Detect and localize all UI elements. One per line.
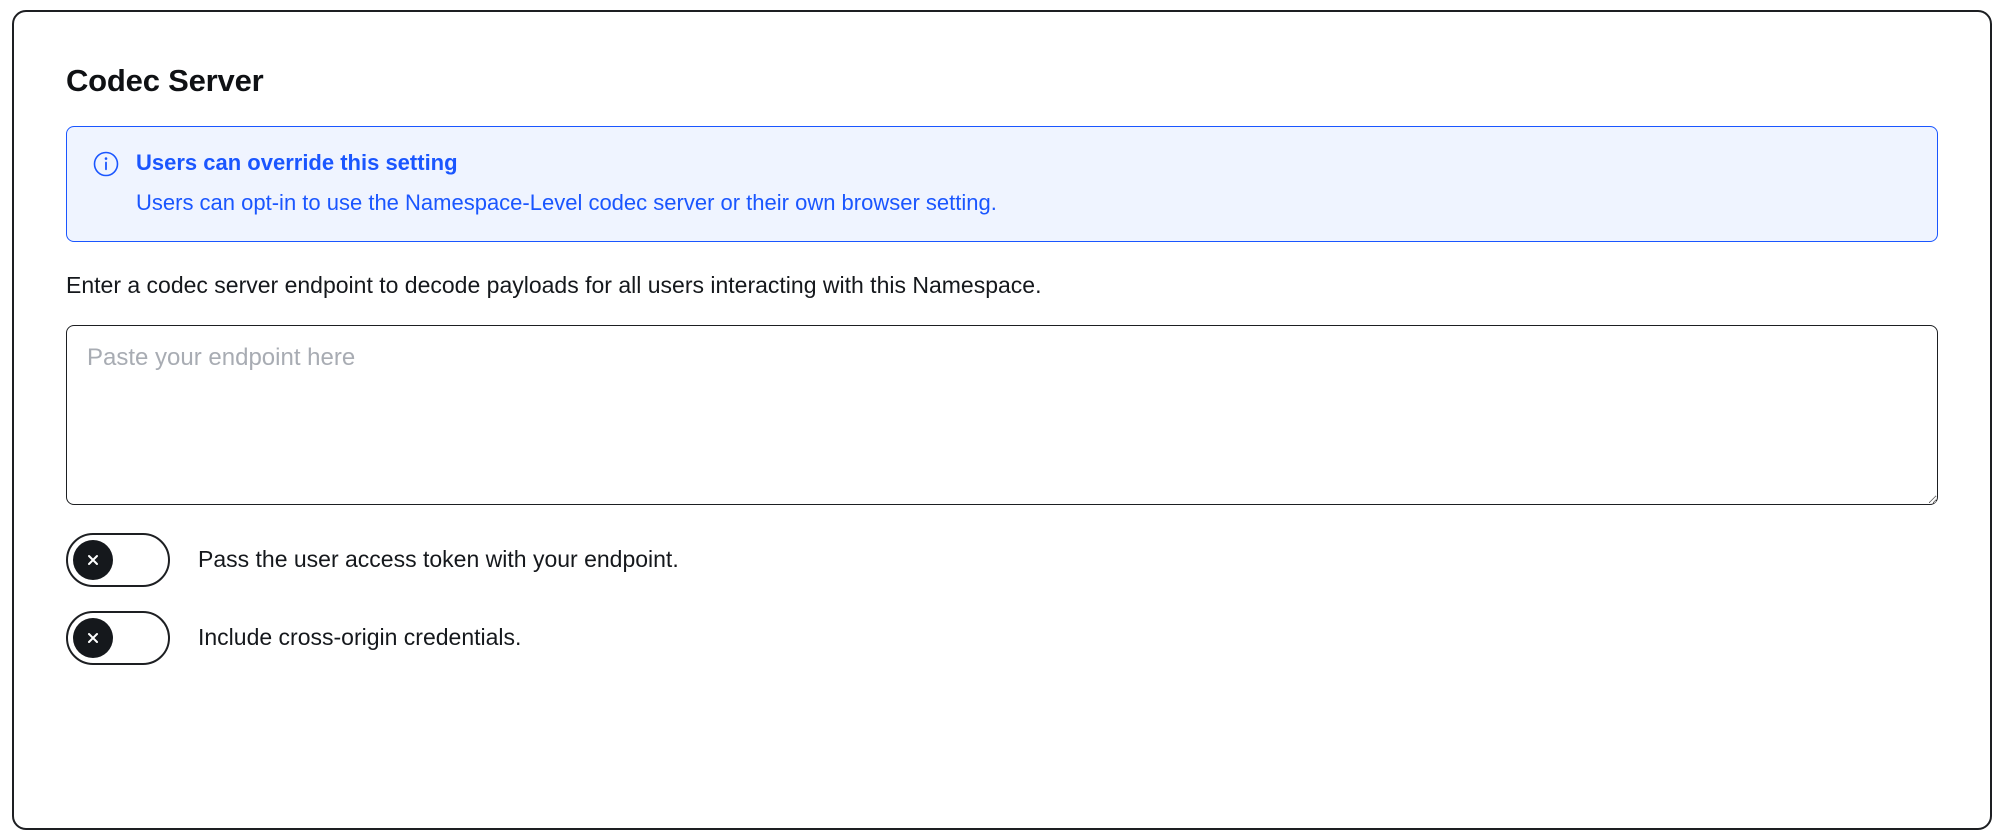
- toggle-row-cross-origin: [66, 611, 1938, 665]
- override-info-banner: [66, 126, 1938, 242]
- codec-endpoint-input[interactable]: [66, 325, 1938, 505]
- close-x-icon: [73, 618, 113, 658]
- pass-access-token-label: Pass the user access token with your endpoint.: [198, 546, 679, 573]
- close-x-icon: [73, 540, 113, 580]
- toggle-row-access-token: [66, 533, 1938, 587]
- include-cross-origin-credentials-label: Include cross-origin credentials.: [198, 624, 522, 651]
- helper-text: Enter a codec server endpoint to decode payloads for all users interacting with this Namespace.: [66, 272, 1042, 299]
- banner-body: [136, 149, 1911, 217]
- banner-title: Users can override this setting: [136, 150, 458, 176]
- info-circle-icon: [93, 151, 119, 177]
- page-title: Codec Server: [66, 63, 264, 98]
- codec-server-panel: [12, 10, 1992, 830]
- banner-description: Users can opt-in to use the Namespace-Level codec server or their own browser setting.: [136, 189, 997, 215]
- include-cross-origin-credentials-toggle[interactable]: [66, 611, 170, 665]
- pass-access-token-toggle[interactable]: [66, 533, 170, 587]
